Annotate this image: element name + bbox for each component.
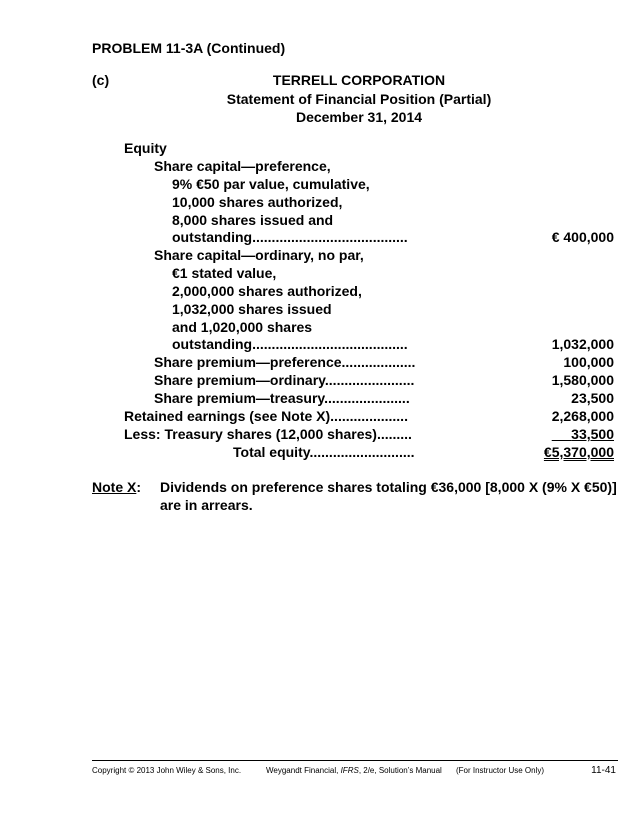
ord-line-4: 1,032,000 shares issued [172,301,332,317]
note-label: Note X [92,479,137,495]
treasury-shares-amount [552,426,614,442]
footer-instructor: (For Instructor Use Only) [456,766,545,775]
note-label-row [92,479,141,495]
dot-leader: ................... [341,354,416,370]
ord-amount: 1,032,000 [551,336,614,352]
row-label: Share premium—treasury [154,390,325,406]
share-premium-treasury-amount: 23,500 [571,390,614,406]
retained-earnings-amount: 2,268,000 [551,408,614,424]
row-label: Retained earnings (see Note X) [124,408,331,424]
company-name: TERRELL CORPORATION [272,72,446,88]
statement-title: Statement of Financial Position (Partial) [226,91,492,107]
retained-earnings-row [124,408,408,424]
ord-line-3: 2,000,000 shares authorized, [172,283,362,299]
dot-leader: ........................................ [252,229,408,245]
row-label: Less: Treasury shares (12,000 shares) [124,426,377,442]
footer-copyright: Copyright © 2013 John Wiley & Sons, Inc. [92,766,242,775]
total-equity-row [233,444,415,460]
dot-leader: ........................... [309,444,415,460]
pref-line-1: Share capital—preference, [154,158,331,174]
dot-leader: ......... [376,426,412,442]
ord-outstanding-label: outstanding [172,336,253,352]
ord-line-2: €1 stated value, [172,265,277,281]
footer-book-prefix: Weygandt Financial, [266,766,339,775]
statement-date: December 31, 2014 [295,109,423,125]
row-label: Share premium—ordinary [154,372,325,388]
note-line-2: are in arrears. [160,497,253,513]
share-premium-ordinary-amount: 1,580,000 [551,372,614,388]
problem-title: PROBLEM 11-3A (Continued) [92,40,286,56]
treasury-shares-value: 33,500 [571,426,614,442]
share-premium-ordinary-row [154,372,414,388]
dot-leader: ........................................ [252,336,408,352]
dot-leader: ....................... [324,372,415,388]
pref-line-3: 10,000 shares authorized, [172,194,343,210]
footer-book-ifrs: IFRS [340,766,359,775]
pref-outstanding-row [172,229,408,245]
row-label: Share premium—preference [154,354,342,370]
pref-amount: € 400,000 [551,229,614,245]
share-premium-preference-amount: 100,000 [563,354,614,370]
total-equity-amount: €5,370,000 [543,444,614,460]
footer-book [266,766,442,776]
pref-line-2: 9% €50 par value, cumulative, [172,176,370,192]
ord-line-1: Share capital—ordinary, no par, [154,247,364,263]
part-label: (c) [92,72,110,88]
page-number: 11-41 [591,765,616,776]
ord-line-5: and 1,020,000 shares [172,319,313,335]
dot-leader: ...................... [324,390,410,406]
dot-leader: .................... [330,408,408,424]
treasury-shares-row [124,426,412,442]
pref-line-4: 8,000 shares issued and [172,212,334,228]
footer-book-suffix: , 2/e, Solution’s Manual [358,766,442,775]
pref-outstanding-label: outstanding [172,229,253,245]
share-premium-treasury-row [154,390,410,406]
share-premium-preference-row [154,354,415,370]
equity-heading: Equity [124,140,167,156]
note-colon: : [136,479,142,495]
row-label: Total equity [233,444,310,460]
footer-rule [92,760,618,761]
note-line-1: Dividends on preference shares totaling €36,000 [8,000 X (9% X €50)] [160,479,617,495]
ord-outstanding-row [172,336,408,352]
